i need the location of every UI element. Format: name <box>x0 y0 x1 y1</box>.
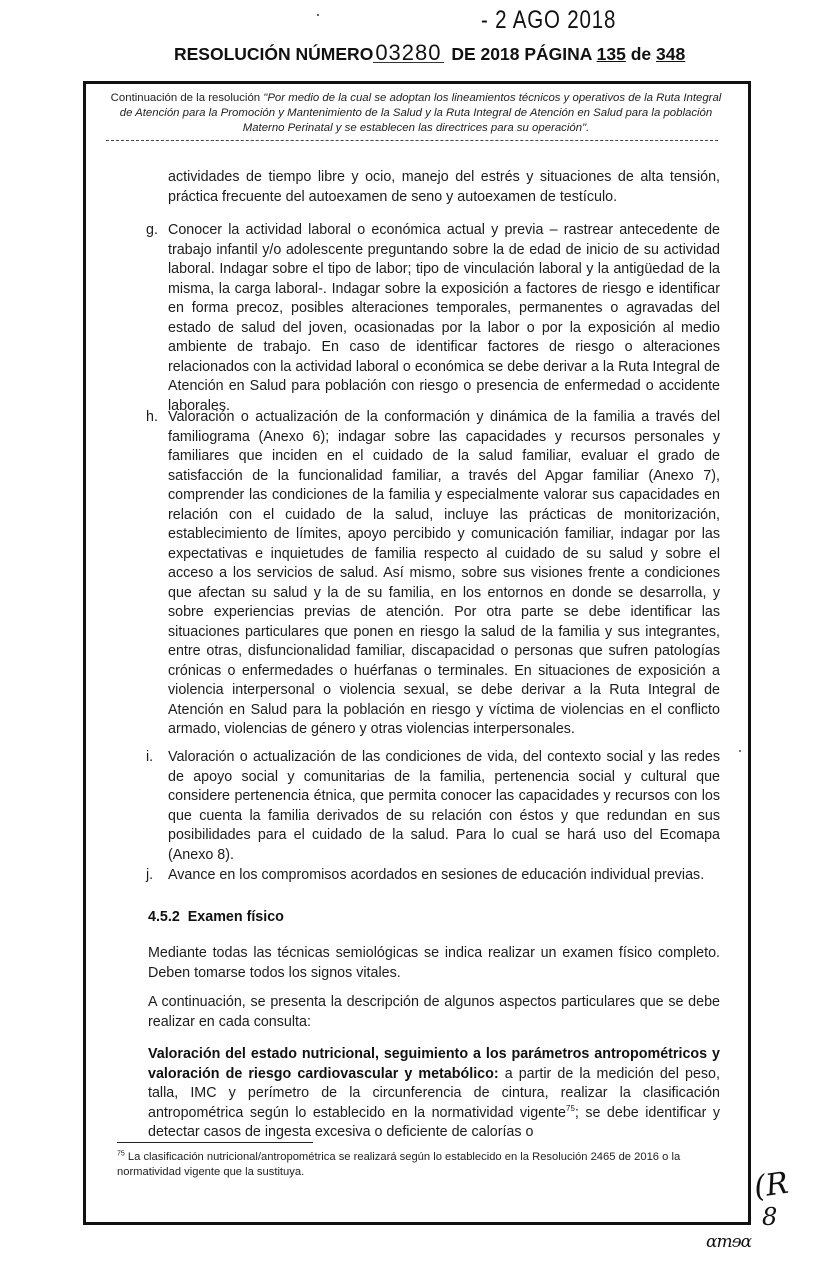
footnote-text: La clasificación nutricional/antropométrica se realizará según lo establecido en la Resolución 2465 de 2016 o la normatividad vigente que la sustituya. <box>117 1151 681 1178</box>
scan-speck <box>317 14 319 16</box>
list-item-g <box>146 221 720 416</box>
list-item-text: Avance en los compromisos acordados en sesiones de educación individual previas. <box>168 867 705 883</box>
exam-intro-paragraph: Mediante todas las técnicas semiológicas se indica realizar un examen físico completo. Deben tomarse todos los signos vitales. <box>148 945 720 981</box>
continuation-title: "Por medio de la cual se adoptan los lineamientos técnicos y operativos de la Ruta Integral de Atención para la Promoción y Mantenimiento de la Salud y la Ruta Integral de Atención en Salud para la población Materno Perinatal y se establecen las directrices para su operación". <box>119 92 722 134</box>
list-marker: h. <box>146 409 158 425</box>
aspects-intro-paragraph: A continuación, se presenta la descripción de algunos aspectos particulares que se debe realizar en cada consulta: <box>148 994 720 1030</box>
carry-over-paragraph: actividades de tiempo libre y ocio, manejo del estrés y situaciones de alta tensión, práctica frecuente del autoexamen de seno y autoexamen de testículo. <box>168 169 720 205</box>
resolution-year-page-label: DE 2018 PÁGINA <box>451 44 592 64</box>
handwritten-signature: ɑmɘɑ <box>706 1232 752 1252</box>
list-marker: i. <box>146 749 154 765</box>
list-item-text: Valoración o actualización de las condiciones de vida, del contexto social y las redes de apoyo social y comunitarias de la familia, pertenencia social y cultural que considere pertenencia étnica, que permita conocer las capacidades y recursos con los que cuenta la familia derivados de su relación con éstos y que redundan en sus posibilidades para el cuidado de la salud. Para lo cual se hará uso del Ecomapa (Anexo 8). <box>168 749 720 863</box>
list-marker: j. <box>146 867 154 883</box>
continuation-note <box>110 91 722 136</box>
list-item-j <box>146 866 720 886</box>
list-item-i <box>146 748 720 865</box>
section-heading <box>148 909 284 925</box>
dashed-divider <box>106 140 718 141</box>
resolution-header <box>174 40 686 65</box>
footnote-ref[interactable]: 75 <box>566 1103 575 1113</box>
page-of-label: de <box>630 44 652 64</box>
scan-speck <box>739 750 741 752</box>
resolution-number: 03280 <box>375 40 442 65</box>
nutrition-text-continued: ; se debe identificar y detectar casos de ingesta excesiva o deficiente de calorías o <box>148 1104 720 1140</box>
footnote <box>117 1150 727 1180</box>
list-item-text: Conocer la actividad laboral o económica actual y previa – rastrear antecedente de trabajo infantil y/o adolescente preguntando sobre la de edad de inicio de su actividad laboral. Indagar sobre el tipo de labor; tipo de vinculación laboral y la antigüedad de la misma, la carga laboral-. Indagar sobre la exposición a factores de riesgo e identificar en forma precoz, posibles alteraciones temporales, permanentes o agravadas del estado de salud del joven, ocasionadas por la labor o por la exposición al medio ambiente de trabajo. En caso de identificar factores de riesgo o alteraciones relacionados con la actividad laboral o económica se debe derivar a la Ruta Integral de Atención en Salud para población con riesgo o presencia de enfermedad o accidente laborales. <box>168 222 720 414</box>
section-number: 4.5.2 <box>148 909 180 925</box>
list-item-text: Valoración o actualización de la conformación y dinámica de la familia a través del familiograma (Anexo 6); indagar sobre las capacidades y recursos personales y familiares que inciden en el cuidado de la salud familiar, evaluar el grado de satisfacción de la funcionalidad familiar, a través del Apgar familiar (Anexo 7), comprender las condiciones de la familia y especialmente valorar sus capacidades en relación con el cuidado de la salud, incluye las prácticas de monitorización, establecimiento de límites, apoyo percibido y comunicación familiar, indagar por las expectativas e inquietudes de familia respecto al cuidado de su salud y sobre el acceso a los servicios de salud. Así mismo, sobre sus visiones frente a condiciones que afectan su salud y la de su familia, en los entornos en donde se desarrolla, y sobre experiencias previas de atención. Por otra parte se debe identificar las situaciones particulares que ponen en riesgo la salud de la familia y sus integrantes, entre otras, disfuncionalidad familiar, discapacidad o personas que sufren patologías crónicas o enfermedades o huérfanas o terminales. En situaciones de exposición a violencia interpersonal o violencia sexual, se debe derivar a la Ruta Integral de Atención en Salud para la población en riesgo y víctima de violencias en el conflicto armado, violencias de género y otras violencias interpersonales. <box>168 409 720 737</box>
footnote-number: 75 <box>117 1150 125 1158</box>
page-frame <box>83 81 751 1225</box>
list-item-h <box>146 408 720 740</box>
total-pages: 348 <box>656 44 686 64</box>
nutrition-bold-lead: Valoración del estado nutricional, seguimiento a los parámetros antropométricos y valoración de riesgo cardiovascular y metabólico: <box>148 1046 720 1082</box>
resolution-label: RESOLUCIÓN NÚMERO <box>174 44 374 64</box>
footnote-separator <box>117 1142 313 1143</box>
page-number: 135 <box>596 44 626 64</box>
date-stamp: - 2 AGO 2018 <box>481 6 617 34</box>
section-title: Examen físico <box>187 909 284 925</box>
list-marker: g. <box>146 222 158 238</box>
continuation-lead: Continuación de la resolución <box>110 92 264 104</box>
nutrition-text: a partir de la medición del peso, talla, IMC y perímetro de la circunferencia de cintura, realizar la clasificación antropométrica según lo establecido en la normatividad vigente <box>148 1065 720 1121</box>
handwritten-initials: (R <box>751 1165 791 1206</box>
handwritten-page-mark: 8 <box>762 1203 778 1231</box>
nutrition-paragraph <box>148 1045 720 1143</box>
